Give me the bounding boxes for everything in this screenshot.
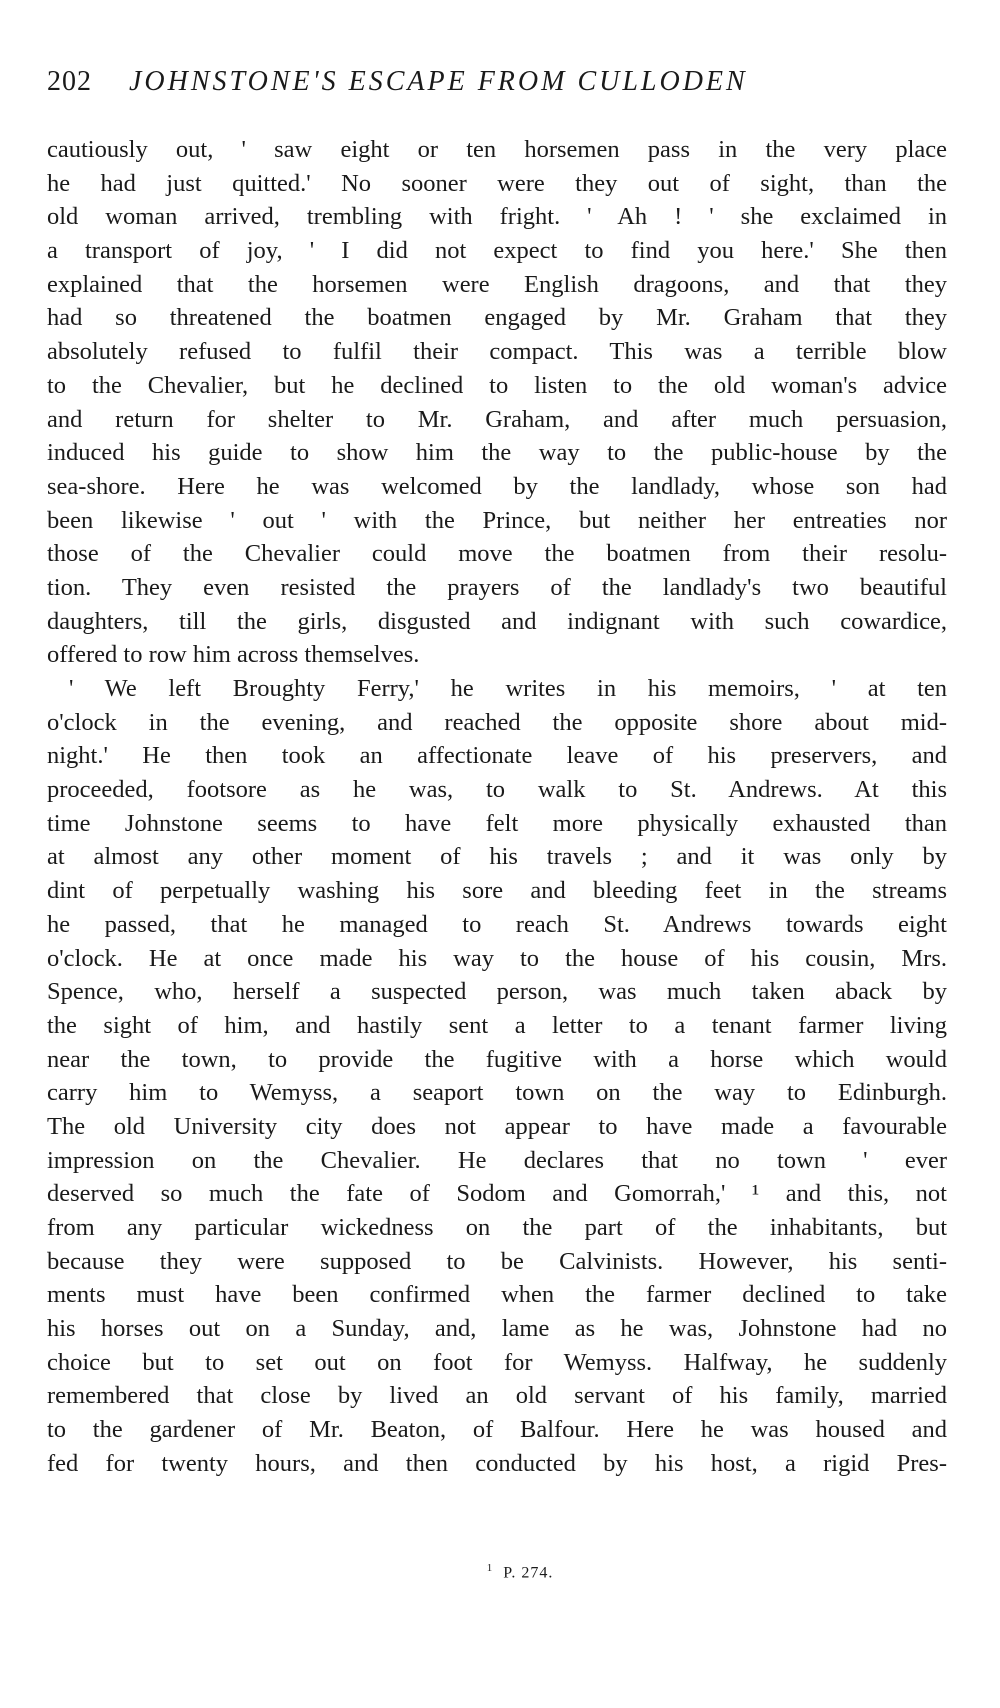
text-line: o'clock in the evening, and reached the opposite shore about mid-: [47, 708, 947, 736]
text-line: ' We left Broughty Ferry,' he writes in his memoirs, ' at ten: [69, 675, 947, 702]
body-text: [47, 133, 947, 1481]
text-line: the sight of him, and hastily sent a letter to a tenant farmer living: [47, 1011, 947, 1039]
text-line: near the town, to provide the fugitive with a horse which would: [47, 1045, 947, 1073]
text-line: daughters, till the girls, disgusted and indignant with such cowardice,: [47, 607, 947, 635]
text-line: at almost any other moment of his travels ; and it was only by: [47, 843, 947, 871]
text-line: had so threatened the boatmen engaged by Mr. Graham that they: [47, 304, 947, 332]
text-line: dint of perpetually washing his sore and bleeding feet in the streams: [47, 877, 947, 905]
text-line: explained that the horsemen were English dragoons, and that they: [47, 270, 947, 298]
text-line: choice but to set out on foot for Wemyss. Halfway, he suddenly: [47, 1348, 947, 1376]
page-number: 202: [47, 66, 92, 97]
text-line: old woman arrived, trembling with fright. ' Ah ! ' she exclaimed in: [47, 203, 947, 231]
footnote: [0, 1562, 1000, 1582]
text-line: his horses out on a Sunday, and, lame as he was, Johnstone had no: [47, 1315, 947, 1343]
text-line: time Johnstone seems to have felt more physically exhausted than: [47, 809, 947, 837]
text-line: absolutely refused to fulfil their compact. This was a terrible blow: [47, 338, 947, 366]
text-line: from any particular wickedness on the part of the inhabitants, but: [47, 1214, 947, 1241]
text-line: The old University city does not appear to have made a favourable: [47, 1112, 947, 1140]
text-line: those of the Chevalier could move the boatmen from their resolu-: [47, 540, 947, 568]
text-line: sea-shore. Here he was welcomed by the landlady, whose son had: [47, 472, 947, 500]
text-line: night.' He then took an affectionate leave of his preservers, and: [47, 742, 947, 770]
text-line: been likewise ' out ' with the Prince, but neither her entreaties nor: [47, 506, 947, 534]
page-header: [47, 66, 947, 106]
footnote-marker: 1: [486, 1562, 494, 1574]
text-line: a transport of joy, ' I did not expect to find you here.' She then: [47, 237, 947, 265]
text-line: because they were supposed to be Calvinists. However, his senti-: [47, 1247, 947, 1275]
text-line: Spence, who, herself a suspected person, was much taken aback by: [47, 978, 947, 1006]
text-line: offered to row him across themselves.: [47, 641, 420, 669]
text-line: tion. They even resisted the prayers of the landlady's two beautiful: [47, 573, 947, 601]
text-line: remembered that close by lived an old servant of his family, married: [47, 1382, 947, 1410]
text-line: deserved so much the fate of Sodom and Gomorrah,' ¹ and this, not: [47, 1180, 947, 1208]
footnote-text: P. 274.: [503, 1564, 554, 1582]
text-line: ments must have been confirmed when the farmer declined to take: [47, 1281, 947, 1309]
text-line: carry him to Wemyss, a seaport town on the way to Edinburgh.: [47, 1079, 947, 1107]
text-line: impression on the Chevalier. He declares that no town ' ever: [47, 1146, 947, 1174]
text-line: proceeded, footsore as he was, to walk to St. Andrews. At this: [47, 776, 947, 804]
text-line: to the gardener of Mr. Beaton, of Balfour. Here he was housed and: [47, 1416, 947, 1444]
text-line: induced his guide to show him the way to the public-house by the: [47, 439, 947, 467]
text-line: cautiously out, ' saw eight or ten horsemen pass in the very place: [47, 136, 947, 163]
text-line: he had just quitted.' No sooner were they out of sight, than the: [47, 169, 947, 197]
text-line: and return for shelter to Mr. Graham, and after much persuasion,: [47, 405, 947, 433]
text-line: o'clock. He at once made his way to the house of his cousin, Mrs.: [47, 944, 947, 972]
running-title: JOHNSTONE'S ESCAPE FROM CULLODEN: [129, 66, 748, 97]
text-line: fed for twenty hours, and then conducted by his host, a rigid Pres-: [47, 1449, 947, 1477]
text-line: to the Chevalier, but he declined to listen to the old woman's advice: [47, 371, 947, 399]
text-line: he passed, that he managed to reach St. Andrews towards eight: [47, 910, 947, 938]
